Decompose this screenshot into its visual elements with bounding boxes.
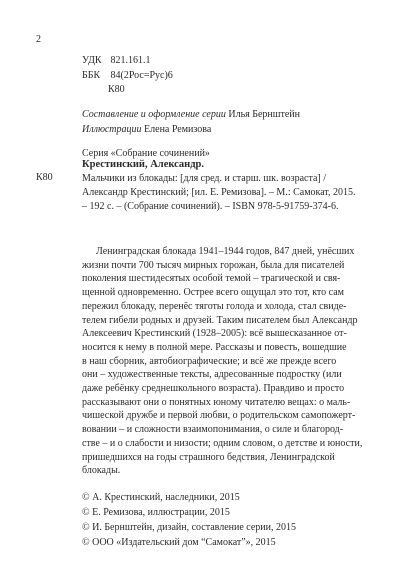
copyright-line: © И. Бернштейн, дизайн, составление серии, 2015 xyxy=(82,522,297,533)
udk-value: 821.161.1 xyxy=(110,55,151,66)
annotation-line: Ленинградская блокада 1941–1944 годов, 847 дней, унёсших xyxy=(96,246,355,257)
credit-role: Составление и оформление серии xyxy=(82,109,226,120)
biblio-line: Александр Крестинский; [ил. Е. Ремизова]. – М.: Самокат, 2015. xyxy=(82,187,356,198)
bbk-label: ББК xyxy=(82,69,101,81)
annotation-line: телем гибели родных и друзей. Таким писателем был Александр xyxy=(82,314,358,326)
page-number: 2 xyxy=(36,34,41,45)
annotation-line: поколения шестидесятых особой темой – трагической и свя- xyxy=(82,273,341,285)
biblio-line: Мальчики из блокады: [для сред. и старш. шк. возраста] / xyxy=(82,173,326,184)
biblio-line: – 192 с. – (Собрание сочинений). – ISBN 978-5-91759-374-6. xyxy=(82,201,339,212)
credit-role: Иллюстрации xyxy=(82,123,142,135)
annotation-line: рассказывают они о понятных юному читателю вещах: о маль- xyxy=(82,396,351,408)
udk-label: УДК xyxy=(82,55,102,66)
annotation-line: в наш сборник, автобиографические; и всё же прежде всего xyxy=(82,355,337,367)
udk-row xyxy=(82,54,173,69)
annotation-line: щенной одновременно. Острее всего ощущал это тот, кто сам xyxy=(82,287,344,299)
series-title: Серия «Собрание сочинений» xyxy=(82,148,210,159)
annotation-line: они – художественные тексты, адресованные подростку (или xyxy=(82,369,342,381)
annotation xyxy=(82,245,380,478)
bbk-value: 84(2Рос=Рус)6 xyxy=(110,69,173,81)
annotation-line: чишеской дружбе и первой любви, о родительском самопожерт- xyxy=(82,410,356,422)
annotation-line: Алексеевич Крестинский (1928–2005): всё вышесказанное от- xyxy=(82,328,347,340)
annotation-line: стве – и о слабости и низости; одним словом, о детстве и юности, xyxy=(82,437,363,449)
bbk-row xyxy=(82,69,173,84)
annotation-line: даже ребёнку среднешкольного возраста). Правдиво и просто xyxy=(82,383,345,395)
annotation-line: блокады. xyxy=(82,465,121,477)
credit-line-illustrations xyxy=(82,123,300,138)
bibliographic-record xyxy=(82,172,380,214)
annotation-line: пришедшихся на годы страшного бедствия, Ленинградской xyxy=(82,451,335,463)
copyright-line: © ООО «Издательский дом “Самокат”», 2015 xyxy=(82,537,276,548)
series-credits xyxy=(82,108,300,137)
credit-line-design xyxy=(82,108,300,123)
annotation-line: вовании – и сложности взаимопонимания, о силе и благород- xyxy=(82,424,344,436)
author-mark: К80 xyxy=(108,84,125,95)
author-mark-margin: К80 xyxy=(36,172,53,183)
copyright-line: © Е. Ремизова, иллюстрации, 2015 xyxy=(82,507,230,518)
annotation-line: носится к нему в полной мере. Рассказы и повесть, вошедшие xyxy=(82,341,347,353)
author-heading: Крестинский, Александр. xyxy=(82,159,205,170)
classification-codes xyxy=(82,54,173,98)
annotation-line: пережил блокаду, перенёс тяготы голода и холода, стал свиде- xyxy=(82,300,347,312)
credit-name: Илья Бернштейн xyxy=(228,109,300,120)
annotation-line: жизни почти 700 тысяч мирных горожан, была для писателей xyxy=(82,259,345,271)
copyright-notices xyxy=(82,490,296,550)
credit-name: Елена Ремизова xyxy=(144,123,212,135)
copyright-line: © А. Крестинский, наследники, 2015 xyxy=(82,492,240,503)
